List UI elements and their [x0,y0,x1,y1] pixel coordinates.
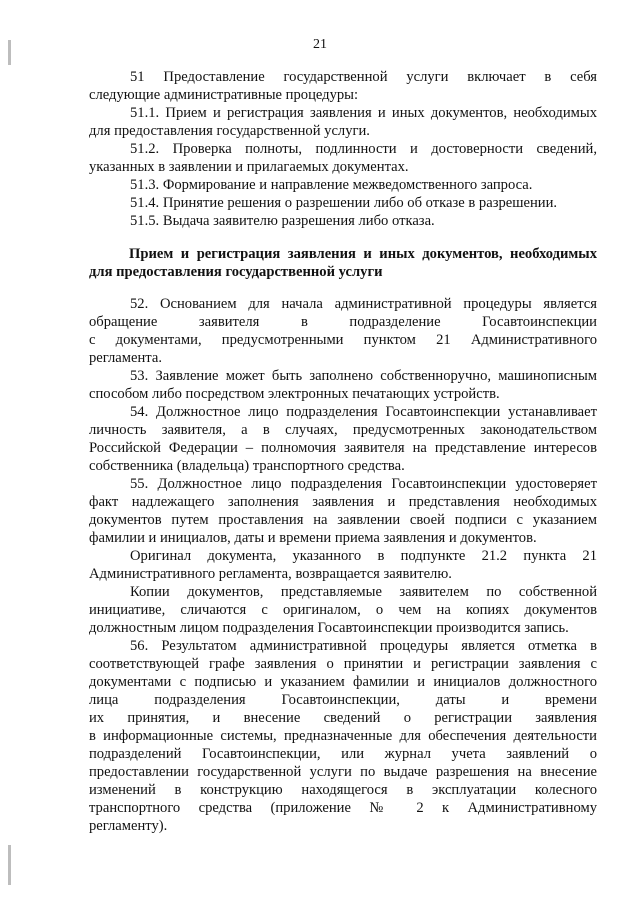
text-line: 51.1. Прием и регистрация заявления и иных документов, необходимых [130,105,597,121]
text-line: личность заявителя, а в случаях, предусмотренных законодательством [89,422,597,438]
text-line: 56. Результатом административной процедуры является отметка в [130,638,597,654]
paragraph-51-1 [89,104,597,140]
text-line: 55. Должностное лицо подразделения Госавтоинспекции удостоверяет [130,476,597,492]
section-heading [89,245,597,281]
text-line: для предоставления государственной услуги. [89,123,370,139]
paragraph-54 [89,403,597,475]
text-line: 51 Предоставление государственной услуги включает в себя [130,69,597,85]
paragraph-56 [89,637,597,835]
paragraph-51-2 [89,140,597,176]
text-line: 51.3. Формирование и направление межведомственного запроса. [130,177,533,193]
text-line: факт надлежащего заполнения заявления и представления необходимых [89,494,597,510]
text-line: их принятия, и внесение сведений о регистрации заявления [89,710,597,726]
text-line: фамилии и инициалов, даты и времени приема заявления и документов. [89,530,537,546]
text-line: 51.2. Проверка полноты, подлинности и достоверности сведений, [130,141,597,157]
text-line: указанных в заявлении и прилагаемых документах. [89,159,409,175]
text-line: Административного регламента, возвращается заявителю. [89,566,452,582]
text-line: регламента. [89,350,162,366]
text-line: подразделений Госавтоинспекции, или журнал учета заявлений о [89,746,597,762]
text-line: с документами, предусмотренными пунктом 21 Административного [89,332,597,348]
text-line: Российской Федерации – полномочия заявителя на представление интересов [89,440,597,456]
text-line: лица подразделения Госавтоинспекции, даты и времени [89,692,597,708]
text-line: 51.4. Принятие решения о разрешении либо об отказе в разрешении. [130,195,558,211]
paragraph-53 [89,367,597,403]
text-line: способом либо посредством электронных печатающих устройств. [89,386,500,402]
paragraph-51-5 [89,212,597,230]
paragraph-55 [89,475,597,547]
text-line: Копии документов, представляемые заявителем по собственной [130,584,597,600]
text-line: 53. Заявление может быть заполнено собственноручно, машинописным [130,368,597,384]
text-line: регламенту). [89,818,168,834]
text-line: соответствующей графе заявления о принятии и регистрации заявления с [89,656,597,672]
paragraph-51-4 [89,194,597,212]
text-line: собственника (владельца) транспортного средства. [89,458,405,474]
text-line: следующие административные процедуры: [89,87,359,103]
text-line: Оригинал документа, указанного в подпункте 21.2 пункта 21 [130,548,597,564]
paragraph-51 [89,68,597,104]
page-number: 21 [313,37,327,52]
scan-edge-mark [8,845,11,885]
paragraph-52 [89,295,597,367]
paragraph-51-3 [89,176,597,194]
paragraph-copies [89,583,597,637]
text-line: документов путем проставления на заявлении своей подписи с указанием [89,512,597,528]
text-line: должностным лицом подразделения Госавтоинспекции производится запись. [89,620,569,636]
text-line: в информационные системы, предназначенные для обеспечения деятельности [89,728,597,744]
text-line: изменений в конструкцию находящегося в эксплуатации колесного [89,782,597,798]
text-line: документами с подписью и указанием фамилии и инициалов должностного [89,674,597,690]
text-line: транспортного средства (приложение № 2 к Административному [89,800,597,816]
text-line: 52. Основанием для начала административной процедуры является [130,296,597,312]
text-line: 54. Должностное лицо подразделения Госавтоинспекции устанавливает [130,404,597,420]
text-line: обращение заявителя в подразделение Госавтоинспекции [89,314,597,330]
heading-line: для предоставления государственной услуги [89,264,383,280]
text-line: предоставлении государственной услуги по выдаче разрешения на внесение [89,764,597,780]
heading-line: Прием и регистрация заявления и иных документов, необходимых [129,246,597,262]
text-line: 51.5. Выдача заявителю разрешения либо отказа. [130,213,435,229]
text-line: инициативе, сличаются с оригиналом, о чем на копиях документов [89,602,597,618]
paragraph-original [89,547,597,583]
